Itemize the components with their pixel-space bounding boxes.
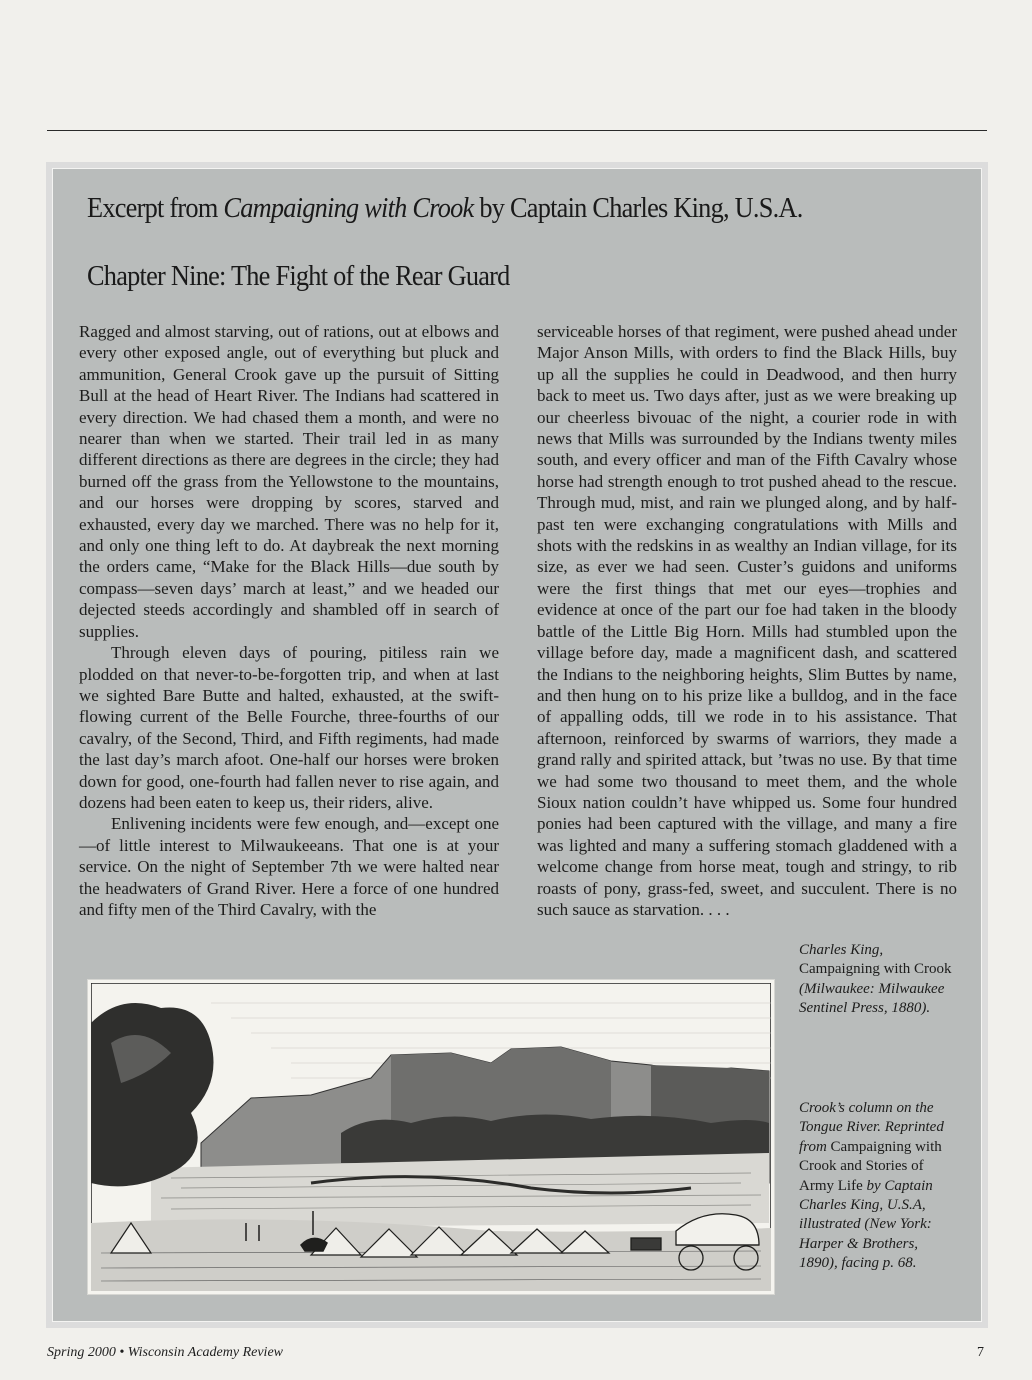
image-caption — [799, 1099, 959, 1274]
article-column-right — [537, 321, 957, 920]
credit-publisher: (Milwaukee: Milwaukee Sentinel Press, 1880). — [799, 980, 945, 1017]
excerpt-heading — [87, 193, 803, 225]
engraving-svg — [91, 983, 771, 1291]
excerpt-panel — [46, 162, 988, 1328]
credit-author: Charles King, — [799, 942, 884, 958]
caption-lead: Crook’s column on the Tongue River. Reprinted from — [799, 1100, 944, 1155]
excerpt-prefix: Excerpt from — [87, 193, 224, 224]
caption-book: Campaigning with Crook and Stories of Army Life — [799, 1138, 942, 1194]
page-number: 7 — [977, 1345, 984, 1360]
excerpt-panel-inner — [52, 168, 982, 1322]
paragraph: Enlivening incidents were few enough, and—except one—of little interest to Milwaukeeans. That one is at your service. On the night of September 7th we were halted near the headwaters of Grand River. Here a force of one hundred and fifty men of the Third Cavalry, with the — [79, 814, 499, 919]
paragraph: serviceable horses of that regiment, were pushed ahead under Major Anson Mills, with orders to find the Black Hills, buy up all the supplies he could in Deadwood, and then hurry back to meet us. Two days after, just as we were breaking up our cheerless bivouac of the night, a courier rode in with news that Mills was surrounded by the Indians twenty miles south, and every officer and man of the Fifth Cavalry whose horse had strength enough to trot pushed ahead to the rescue. Through mud, mist, and rain we plunged along, and by half-past ten were exchanging congratulations with Mills and shots with the redskins in as wealthy an Indian village, for its size, as ever we had seen. Custer’s guidons and uniforms were the first things that met our eyes—trophies and evidence at once of the part our foe had taken in the bloody battle of the Little Big Horn. Mills had stumbled upon the village before day, made a magnificent dash, and scattered the Indians to the neighboring heights, Slim Buttes by name, and then hung on to his prize like a bulldog, and in the face of appalling odds, till we rode in to his assistance. That afternoon, reinforced by swarms of warriors, they made a grand rally and spirited attack, but ’twas no use. By that time we had some two thousand to meet them, and the whole Sioux nation couldn’t have whipped us. Some four hundred ponies had been captured with the village, and many a fire was lighted and many a suffering stomach gladdened with a welcome change from horse meat, tough and stringy, to rib roasts of pony, grass-fed, sweet, and succulent. There is no such sauce as starvation. . . . — [537, 322, 957, 919]
article-column-left — [79, 321, 499, 920]
engraving-illustration — [87, 979, 775, 1295]
book-title: Campaigning with Crook — [223, 193, 474, 224]
chapter-title: Chapter Nine: The Fight of the Rear Guard — [87, 261, 510, 292]
credit-book: Campaigning with Crook — [799, 961, 952, 978]
excerpt-suffix: by Captain Charles King, U.S.A. — [473, 193, 803, 224]
source-credit — [799, 941, 959, 1019]
paragraph: Through eleven days of pouring, pitiless rain we plodded on that never-to-be-forgotten trip, and when at last we sighted Bare Butte and halted, exhausted, at the swift-flowing current of the Belle Fourche, three-fourths of our cavalry, of the Second, Third, and Fifth regiments, had made the last day’s march afoot. One-half our horses were broken down for good, one-fourth had fallen never to rise again, and dozens had been eaten to keep us, their riders, alive. — [79, 643, 499, 812]
footer-issue: Spring 2000 • Wisconsin Academy Review — [47, 1345, 283, 1360]
top-rule — [47, 130, 987, 131]
caption-tail: by Captain Charles King, U.S.A, illustrated (New York: Harper & Brothers, 1890), facing p. 68. — [799, 1177, 933, 1272]
paragraph: Ragged and almost starving, out of rations, out at elbows and every other exposed angle, out of everything but pluck and ammunition, General Crook gave up the pursuit of Sitting Bull at the head of Heart River. The Indians had scattered in every direction. We had chased them a month, and were no nearer than when we started. Their trail led in as many different directions as there are degrees in the circle; they had burned off the grass from the Yellowstone to the mountains, and our horses were dropping by scores, starved and exhausted, every day we marched. There was no help for it, and only one thing left to do. At daybreak the next morning the orders came, “Make for the Black Hills—due south by compass—seven days’ march at least,” and we headed our dejected steeds accordingly and shambled off in search of supplies. — [79, 322, 499, 641]
